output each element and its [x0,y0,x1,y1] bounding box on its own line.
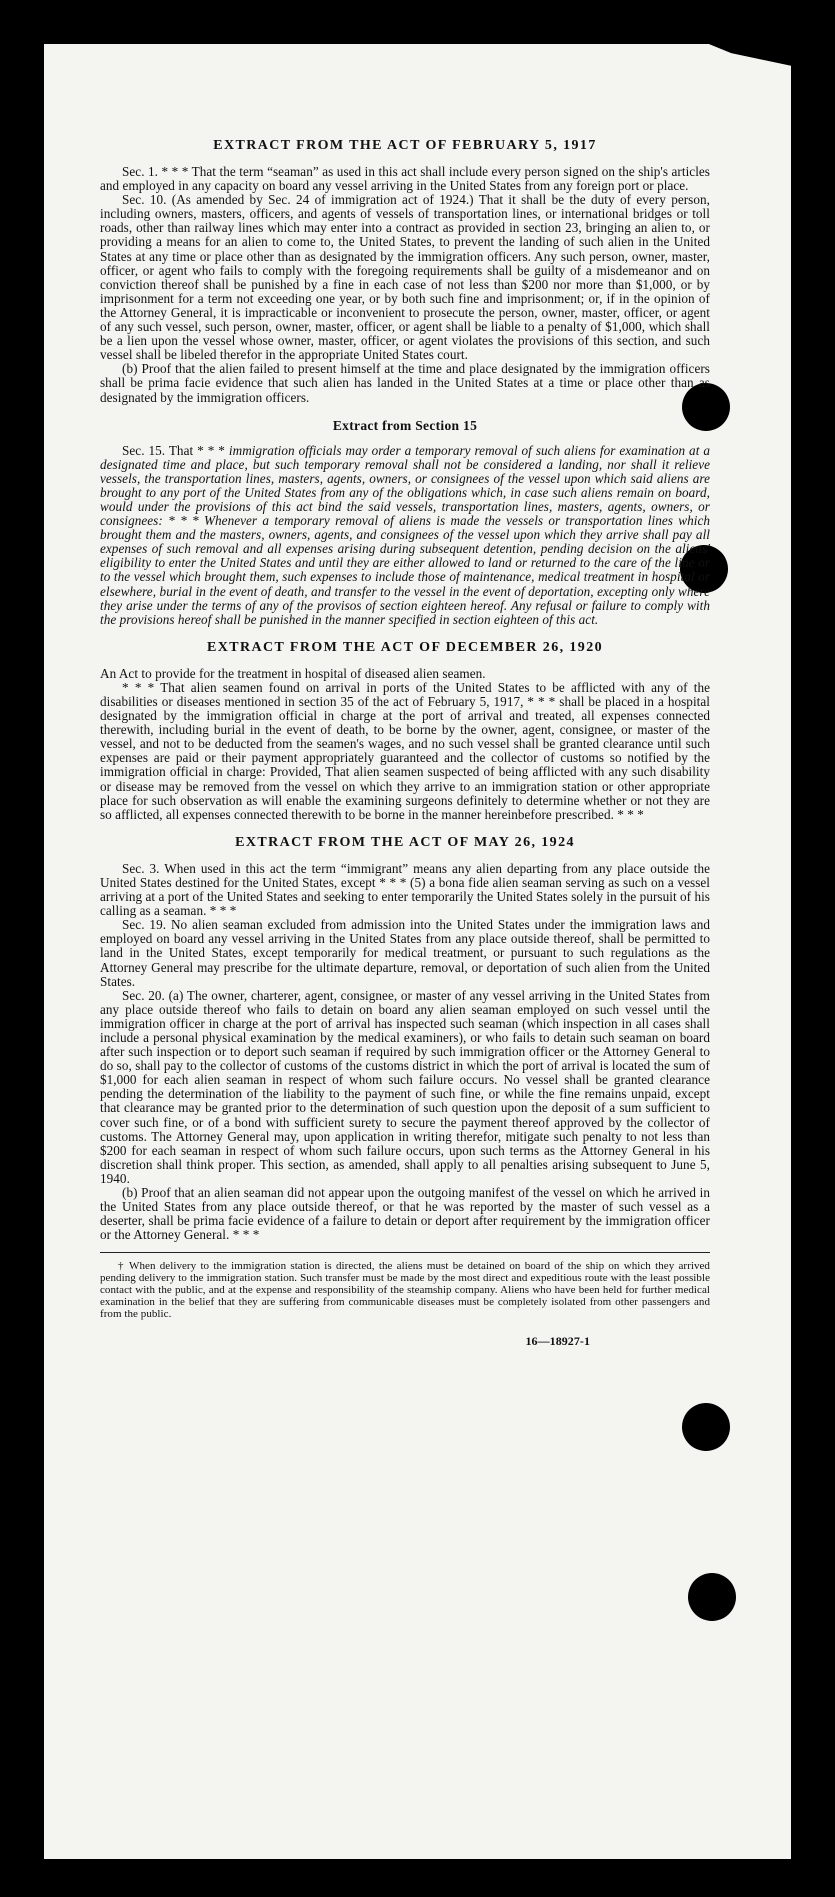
punch-hole [682,1403,730,1451]
act-1920-paragraph: * * * That alien seamen found on arrival in ports of the United States to be afflicted with any of the disabilities or diseases mentioned in section 35 of the act of February 5, 1917, * * * shall be placed in a hospital designated by the immigration official in charge at the port of arrival and treated, all expenses connected therewith, including burial in the event of death, to be borne by the owner, agent, consignee, or master of the vessel, and not to be deducted from the seamen's wages, and no such vessel shall be granted clearance until such expenses are paid or their payment appropriately guaranteed and the collector of customs so notified by the immigration official in charge: Provided, That alien seamen suspected of being afflicted with any such disability or disease may be removed from the vessel on which they arrive to an immigration station or other appropriate place for such observation as will enable the examining surgeons definitely to determine whether or not they are so afflicted, all expenses connected therewith to be borne in the manner hereinbefore prescribed. * * * [100,679,710,822]
section-15-lead: Sec. 15. That * * * [122,442,229,458]
section-10-paragraph: Sec. 10. (As amended by Sec. 24 of immigration act of 1924.) That it shall be the duty of every person, including owners, masters, officers, and agents of vessels of transportation lines, or international bridges or toll roads, other than railway lines which may enter into a contract as provided in section 23, bringing an alien to, or providing a means for an alien to come to, the United States, to prevent the landing of such alien in the United States at any time or place other than as designated by the immigration officers. Any such person, owner, master, officer, or agent who fails to comply with the foregoing requirements shall be guilty of a misdemeanor and on conviction thereof shall be punished by a fine in each case of not less than $200 nor more than $1,000, or by imprisonment for a term not exceeding one year, or by both such fine and imprisonment; or, if in the opinion of the Attorney General, it is impracticable or inconvenient to prosecute the person, owner, master, officer, or agent of any such vessel, such person, owner, master, officer, or agent shall be liable to a penalty of $1,000, which shall be a lien upon the vessel whose owner, master, officer, or agent violates the provisions of this section, and such vessel shall be libeled therefor in the appropriate United States court. [100,192,710,363]
punch-hole [688,1573,736,1621]
footnote-text: † When delivery to the immigration station is directed, the aliens must be detained on board of the ship on which they arrived pending delivery to the immigration station. Such transfer must be made by the most direct and expeditious route with the least possible contact with the public, and at the expense and responsibility of the steamship company. Aliens who have been held for further medical examination in the belief that they are suffering from communicable diseases must be completely isolated from other passengers and from the public. [100,1260,710,1321]
form-number: 16—18927-1 [525,1334,590,1349]
heading-section-15: Extract from Section 15 [332,417,478,433]
section-3-paragraph: Sec. 3. When used in this act the term “immigrant” means any alien departing from any place outside the United States destined for the United States, except * * * (5) a bona fide alien seaman serving as such on a vessel arriving at a port of the United States and seeking to enter temporarily the United States solely in the pursuit of his calling as a seaman. * * * [100,860,710,919]
document-body [100,138,710,1348]
section-20a-paragraph: Sec. 20. (a) The owner, charterer, agent, consignee, or master of any vessel arriving in the United States from any place outside thereof who fails to detain on board any alien seaman employed on such vessel until the immigration officer in charge at the port of arrival has inspected such seaman (which inspection in all cases shall include a personal physical examination by the medical examiners), or who fails to detain such seaman on board after such inspection or to deport such seaman if required by such immigration officer or the Attorney General to do so, shall pay to the collector of customs of the customs district in which the port of arrival is located the sum of $1,000 for each alien seaman in respect of whom such failure occurs. No vessel shall be granted clearance pending the determination of the liability to the payment of such fine, or while the fine remains unpaid, except that clearance may be granted prior to the determination of such question upon the deposit of a sum sufficient to cover such fine, or of a bond with sufficient surety to secure the payment thereof approved by the collector of customs. The Attorney General may, upon application in writing therefor, mitigate such penalty to not less than $200 for each seaman in respect of whom such failure occurs, upon such terms as the Attorney General in his discretion shall think proper. This section, as amended, shall apply to all penalties arising subsequent to June 5, 1940. [100,987,710,1186]
heading-act-1917: EXTRACT FROM THE ACT OF FEBRUARY 5, 1917 [213,138,597,153]
footnote-divider [100,1252,710,1253]
act-1920-title: An Act to provide for the treatment in hospital of diseased alien seamen. [100,665,486,681]
footnote [100,1260,710,1320]
section-1-paragraph: Sec. 1. * * * That the term “seaman” as used in this act shall include every person signed on the ship's articles and employed in any capacity on board any vessel arriving in the United States from any foreign port or place. [100,164,710,194]
heading-act-1920: EXTRACT FROM THE ACT OF DECEMBER 26, 1920 [206,639,604,655]
section-20b-paragraph: (b) Proof that an alien seaman did not appear upon the outgoing manifest of the vessel on which he arrived in the United States from any place outside thereof, or that he was reported by the master of such vessel as a deserter, shall be prima facie evidence of a failure to detain or deport after requirement by the immigration officer or the Attorney General. * * * [100,1185,710,1243]
section-15-paragraph [100,444,710,627]
section-10b-paragraph: (b) Proof that the alien failed to present himself at the time and place designated by the immigration officers shall be prima facie evidence that such alien has landed in the United States at a time or place other than as designated by the immigration officers. [100,361,710,405]
section-15-italic-text: immigration officials may order a temporary removal of such aliens for examination at a designated time and place, but such temporary removal shall not be considered a landing, nor shall it relieve vessels, the transportation lines, masters, agents, owners, or consignees of the vessel upon which said aliens are brought to any port of the United States from any of the obligations which, in case such aliens remain on board, would under the provisions of this act bind the said vessels, transportation lines, masters, agents, owners, or consignees: * * * Whenever a temporary removal of aliens is made the vessels or transportation lines which brought them and the masters, owners, agents, and consignees of the vessel upon which they arrive shall pay all expenses of such removal and all expenses arising during subsequent detention, pending decision on the aliens' eligibility to enter the United States and until they are either allowed to land or returned to the care of the line or to the vessel which brought them, such expenses to include those of maintenance, medical treatment in hospital or elsewhere, burial in the event of death, and transfer to the vessel in the event of deportation, excepting only where they arise under the terms of any of the provisos of section eighteen hereof. Any refusal or failure to comply with the provisions hereof shall be punished in the manner specified in section eighteen of this act. [100,442,710,627]
heading-act-1924: EXTRACT FROM THE ACT OF MAY 26, 1924 [235,834,575,850]
section-19-paragraph: Sec. 19. No alien seaman excluded from admission into the United States under the immigration laws and employed on board any vessel arriving in the United States from any place outside thereof, shall be permitted to land in the United States, except temporarily for medical treatment, or pursuant to such regulations as the Attorney General may prescribe for the ultimate departure, removal, or deportation of such alien from the United States. [100,917,710,989]
